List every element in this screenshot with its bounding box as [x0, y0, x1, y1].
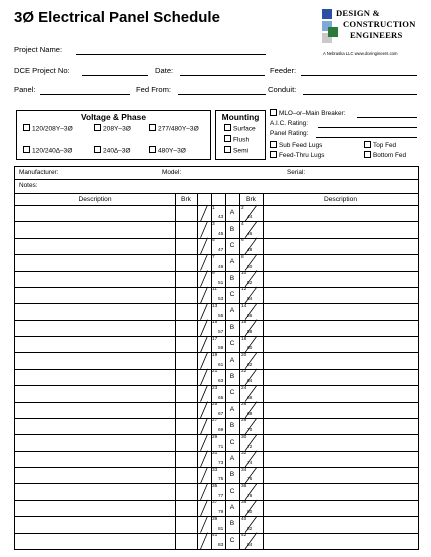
fed-from-label: Fed From:: [136, 85, 172, 94]
aic-rating-field[interactable]: [318, 127, 417, 128]
circuit-number-right-lower: 66: [247, 395, 253, 401]
circuit-number-left: 37: [212, 500, 218, 506]
circuit-number-right-lower: 60: [247, 346, 253, 352]
mounting-title: Mounting: [221, 112, 260, 122]
circuit-number-left-lower: 71: [218, 444, 224, 450]
circuit-number-right: 32: [241, 451, 247, 457]
breaker-diagonal: [201, 434, 208, 450]
description-cell-right[interactable]: [263, 336, 418, 352]
breaker-diagonal: [201, 369, 208, 385]
phase-letter: B: [229, 323, 235, 331]
circuit-number-right: 16: [241, 320, 247, 326]
circuit-number-left: 33: [212, 467, 218, 473]
panel-label: Panel:: [14, 85, 36, 94]
circuit-number-left: 27: [212, 418, 218, 424]
circuit-number-right: 26: [241, 402, 247, 408]
mount-surface[interactable]: Surface: [224, 125, 256, 132]
circuit-number-left: 11: [212, 287, 217, 293]
circuit-number-left-lower: 51: [218, 280, 224, 286]
description-cell-left[interactable]: [15, 385, 175, 401]
checkbox[interactable]: [149, 146, 156, 153]
circuit-number-right-lower: 54: [247, 297, 253, 303]
voltage-phase-title: Voltage & Phase: [80, 112, 146, 122]
description-cell-left[interactable]: [15, 303, 175, 319]
fed-from-field[interactable]: [178, 94, 266, 95]
description-cell-right[interactable]: [263, 402, 418, 418]
circuit-number-right: 12: [241, 287, 247, 293]
logo-subtitle: A Nebraska LLC www.dceingineers.com: [323, 51, 398, 56]
circuit-number-right-lower: 74: [247, 461, 253, 467]
bottom-fed-option[interactable]: Bottom Fed: [364, 152, 406, 159]
description-cell-left[interactable]: [15, 418, 175, 434]
circuit-number-left-lower: 81: [218, 526, 224, 532]
breaker-diagonal: [201, 336, 208, 352]
mlo-option[interactable]: MLO–or–Main Breaker:: [270, 110, 345, 117]
company-logo: [320, 7, 422, 62]
phase-letter: B: [229, 471, 235, 479]
circuit-number-right-lower: 80: [247, 510, 253, 516]
header-description-right: Description: [324, 196, 357, 203]
panel-rating-label: Panel Rating:: [270, 130, 309, 137]
description-cell-left[interactable]: [15, 500, 175, 516]
checkbox[interactable]: [94, 124, 101, 131]
mount-flush[interactable]: Flush: [224, 136, 249, 143]
breaker-diagonal: [201, 533, 208, 549]
description-cell-right[interactable]: [263, 369, 418, 385]
circuit-number-right: 24: [241, 385, 247, 391]
phase-letter: C: [229, 340, 235, 348]
checkbox[interactable]: [23, 124, 30, 131]
phase-letter: B: [229, 422, 235, 430]
circuit-number-right-lower: 56: [247, 313, 253, 319]
description-cell-right[interactable]: [263, 483, 418, 499]
circuit-number-left: 9: [212, 271, 215, 277]
circuit-number-left: 39: [212, 516, 218, 522]
breaker-diagonal: [201, 516, 208, 532]
description-cell-right[interactable]: [263, 271, 418, 287]
circuit-number-left-lower: 61: [218, 362, 224, 368]
phase-letter: A: [229, 356, 235, 364]
description-cell-left[interactable]: [15, 467, 175, 483]
circuit-number-left-lower: 47: [218, 248, 224, 254]
dce-project-no-field[interactable]: [82, 75, 148, 76]
breaker-diagonal: [201, 483, 208, 499]
phase-letter: C: [229, 389, 235, 397]
model-label: Model:: [162, 169, 182, 176]
option-208y[interactable]: 208Y–3Ø: [94, 125, 131, 132]
circuit-number-right-lower: 52: [247, 280, 253, 286]
breaker-diagonal: [201, 500, 208, 516]
circuit-number-right: 10: [241, 271, 247, 277]
circuit-number-right: 14: [241, 303, 247, 309]
mount-semi[interactable]: Semi: [224, 147, 248, 154]
manufacturer-notes-box: [14, 166, 419, 194]
checkbox[interactable]: [364, 141, 371, 148]
feeder-field[interactable]: [301, 75, 417, 76]
dce-project-no-label: DCE Project No:: [14, 66, 70, 75]
circuit-number-left-lower: 65: [218, 395, 224, 401]
checkbox[interactable]: [270, 151, 277, 158]
date-label: Date:: [155, 66, 174, 75]
circuit-number-right-lower: 70: [247, 428, 253, 434]
feed-thru-lugs-option[interactable]: Feed-Thru Lugs: [270, 152, 324, 159]
circuit-number-left-lower: 77: [218, 493, 224, 499]
breaker-diagonal: [201, 385, 208, 401]
circuit-number-left: 13: [212, 303, 218, 309]
phase-letter: A: [229, 504, 235, 512]
panel-field[interactable]: [40, 94, 130, 95]
circuit-number-right-lower: 68: [247, 411, 253, 417]
mounting-box: [215, 110, 266, 160]
circuit-number-left-lower: 53: [218, 297, 224, 303]
checkbox[interactable]: [224, 146, 231, 153]
description-cell-left[interactable]: [15, 352, 175, 368]
phase-letter: C: [229, 536, 235, 544]
circuit-number-left-lower: 57: [218, 330, 224, 336]
circuit-number-right-lower: 48: [247, 248, 253, 254]
description-cell-right[interactable]: [263, 516, 418, 532]
checkbox[interactable]: [149, 124, 156, 131]
page-title: 3Ø Electrical Panel Schedule: [14, 9, 220, 26]
circuit-number-left: 15: [212, 320, 218, 326]
circuit-number-right-lower: 84: [247, 543, 253, 548]
checkbox[interactable]: [224, 135, 231, 142]
phase-letter: B: [229, 373, 235, 380]
manufacturer-label: Manufacturer:: [19, 169, 59, 176]
description-cell-right[interactable]: [263, 500, 418, 516]
description-cell-right[interactable]: [263, 385, 418, 401]
breaker-diagonal: [201, 467, 208, 483]
description-cell-right[interactable]: [263, 205, 418, 221]
header-brk-left: Brk: [181, 196, 191, 203]
circuit-number-right: 18: [241, 336, 247, 342]
circuit-number-right: 30: [241, 434, 247, 440]
project-name-field[interactable]: [76, 54, 266, 55]
circuit-number-right-lower: 62: [247, 362, 253, 368]
description-cell-left[interactable]: [15, 221, 175, 237]
description-cell-left[interactable]: [15, 483, 175, 499]
checkbox[interactable]: [94, 146, 101, 153]
checkbox[interactable]: [270, 141, 277, 148]
breaker-diagonal: [201, 451, 208, 467]
circuit-number-left: 7: [212, 254, 215, 260]
description-cell-left[interactable]: [15, 271, 175, 287]
breaker-diagonal: [201, 221, 208, 237]
date-field[interactable]: [180, 75, 265, 76]
description-cell-left[interactable]: [15, 238, 175, 254]
circuit-number-left-lower: 55: [218, 313, 224, 319]
phase-letter: A: [229, 405, 235, 413]
description-cell-left[interactable]: [15, 205, 175, 221]
circuit-number-left: 17: [212, 336, 218, 342]
circuit-number-left: 31: [212, 451, 218, 457]
circuit-number-left-lower: 67: [218, 411, 224, 417]
circuit-number-right-lower: 46: [247, 231, 253, 237]
description-cell-right[interactable]: [263, 320, 418, 336]
breaker-diagonal: [201, 418, 208, 434]
breaker-diagonal: [201, 352, 208, 368]
circuit-number-left-lower: 75: [218, 477, 224, 483]
conduit-field[interactable]: [303, 94, 417, 95]
circuit-number-right: 36: [241, 483, 247, 489]
phase-letter: C: [229, 487, 235, 495]
description-cell-left[interactable]: [15, 533, 175, 549]
circuit-number-right: 2: [241, 205, 244, 211]
phase-letter: C: [229, 241, 235, 249]
breaker-diagonal: [201, 303, 208, 319]
description-cell-right[interactable]: [263, 467, 418, 483]
description-cell-right[interactable]: [263, 238, 418, 254]
circuit-number-left: 5: [212, 238, 215, 244]
description-cell-left[interactable]: [15, 369, 175, 385]
circuit-number-left: 19: [212, 352, 218, 358]
sub-feed-lugs-option[interactable]: Sub Feed Lugs: [270, 142, 322, 149]
circuit-number-right: 28: [241, 418, 247, 424]
description-cell-left[interactable]: [15, 336, 175, 352]
aic-rating-label: A.I.C. Rating:: [270, 120, 309, 127]
checkbox[interactable]: [23, 146, 30, 153]
circuit-number-left-lower: 83: [218, 543, 224, 548]
description-cell-left[interactable]: [15, 320, 175, 336]
circuit-number-left-lower: 43: [218, 215, 224, 221]
circuit-number-left: 35: [212, 483, 218, 489]
circuit-number-right-lower: 64: [247, 379, 253, 385]
circuit-number-left-lower: 73: [218, 461, 224, 467]
feeder-label: Feeder:: [270, 66, 297, 75]
option-240delta[interactable]: 240∆–3Ø: [94, 147, 131, 154]
option-480y[interactable]: 480Y–3Ø: [149, 147, 186, 154]
circuit-number-right-lower: 76: [247, 477, 253, 483]
circuit-number-right: 6: [241, 238, 244, 244]
phase-letter: B: [229, 225, 235, 233]
phase-letter: A: [229, 307, 235, 315]
phase-letter: A: [229, 258, 235, 266]
description-cell-right[interactable]: [263, 434, 418, 450]
header-description-left: Description: [78, 196, 112, 203]
circuit-number-left-lower: 45: [218, 231, 224, 237]
description-cell-right[interactable]: [263, 418, 418, 434]
serial-label: Serial:: [287, 169, 306, 176]
breaker-diagonal: [201, 205, 208, 221]
conduit-label: Conduit:: [268, 85, 297, 94]
project-name-label: Project Name:: [14, 45, 63, 54]
phase-letter: A: [229, 454, 235, 462]
circuit-number-left-lower: 69: [218, 428, 224, 434]
circuit-number-right: 40: [241, 516, 247, 522]
description-cell-left[interactable]: [15, 516, 175, 532]
breaker-diagonal: [201, 320, 208, 336]
breaker-diagonal: [201, 271, 208, 287]
circuit-number-left: 41: [212, 533, 218, 539]
circuit-number-right-lower: 82: [247, 526, 253, 532]
description-cell-left[interactable]: [15, 434, 175, 450]
phase-letter: B: [229, 274, 235, 282]
phase-letter: C: [229, 438, 235, 446]
breaker-diagonal: [201, 287, 208, 303]
breaker-diagonal: [201, 402, 208, 418]
circuit-number-right-lower: 72: [247, 444, 253, 450]
divider: [15, 179, 418, 180]
circuit-number-right: 22: [241, 369, 247, 375]
circuit-number-left: 25: [212, 402, 218, 408]
circuit-number-left: 21: [212, 369, 218, 375]
description-cell-left[interactable]: [15, 451, 175, 467]
circuit-number-left-lower: 63: [218, 379, 224, 385]
circuit-number-right: 34: [241, 467, 247, 473]
option-277-480y[interactable]: 277/480Y–3Ø: [149, 125, 199, 132]
option-120-240delta[interactable]: 120/240∆–3Ø: [23, 147, 72, 154]
panel-rating-field[interactable]: [316, 137, 417, 138]
header-brk-right: Brk: [246, 196, 256, 203]
description-cell-left[interactable]: [15, 287, 175, 303]
checkbox[interactable]: [224, 124, 231, 131]
circuit-number-left-lower: 79: [218, 510, 224, 516]
circuit-number-right-lower: 50: [247, 264, 253, 270]
breaker-diagonal: [201, 238, 208, 254]
description-cell-right[interactable]: [263, 533, 418, 549]
circuit-number-right: 4: [241, 221, 244, 227]
logo-square-blue: [322, 9, 332, 19]
circuit-number-left: 23: [212, 385, 218, 391]
description-cell-left[interactable]: [15, 402, 175, 418]
circuit-number-right-lower: 58: [247, 330, 253, 336]
circuit-number-left-lower: 49: [218, 264, 224, 270]
circuit-number-left: 29: [212, 434, 218, 440]
description-cell-right[interactable]: [263, 254, 418, 270]
circuit-number-right: 8: [241, 254, 244, 260]
phase-letter: A: [229, 209, 235, 217]
description-cell-right[interactable]: [263, 303, 418, 319]
description-cell-right[interactable]: [263, 287, 418, 303]
breaker-diagonal: [201, 254, 208, 270]
option-120-208y[interactable]: 120/208Y–3Ø: [23, 125, 73, 132]
phase-letter: C: [229, 291, 235, 299]
circuit-number-right-lower: 44: [247, 215, 253, 221]
circuit-number-right: 42: [241, 533, 247, 539]
notes-label: Notes:: [19, 182, 38, 189]
checkbox[interactable]: [364, 151, 371, 158]
circuit-number-left: 3: [212, 221, 215, 227]
top-fed-option[interactable]: Top Fed: [364, 142, 396, 149]
description-cell-right[interactable]: [263, 352, 418, 368]
circuit-number-left: 1: [212, 205, 215, 211]
circuit-number-left-lower: 59: [218, 346, 224, 352]
description-cell-right[interactable]: [263, 221, 418, 237]
mlo-field[interactable]: [357, 117, 417, 118]
description-cell-right[interactable]: [263, 451, 418, 467]
circuit-number-right: 38: [241, 500, 247, 506]
checkbox[interactable]: [270, 109, 277, 116]
description-cell-left[interactable]: [15, 254, 175, 270]
logo-wordmark: DESIGN & CONSTRUCTION ENGINEERS: [336, 8, 416, 40]
phase-letter: B: [229, 520, 235, 528]
circuit-number-right: 20: [241, 352, 247, 358]
voltage-phase-box: [16, 110, 211, 160]
circuit-schedule-table: [14, 193, 419, 550]
circuit-number-right-lower: 78: [247, 493, 253, 499]
